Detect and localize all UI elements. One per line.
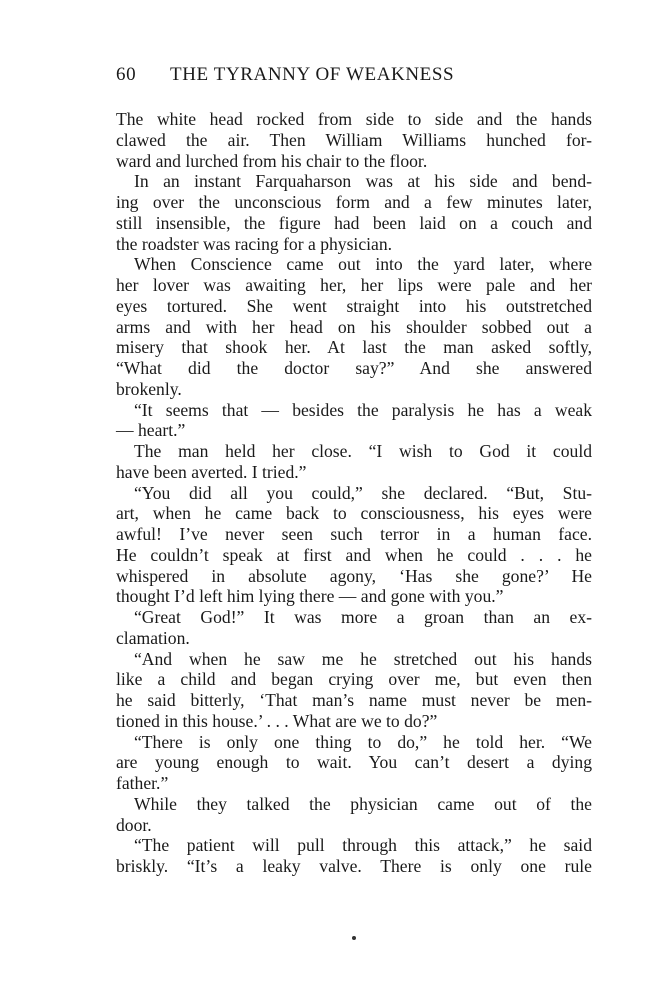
running-head bbox=[116, 62, 592, 88]
text-line: The man held her close. “I wish to God it could bbox=[134, 441, 592, 461]
text-line: clawed the air. Then William Williams hunched for- bbox=[116, 129, 592, 150]
text-line: art, when he came back to consciousness, his eyes were bbox=[116, 503, 592, 524]
text-line: her lover was awaiting her, her lips were pale and her bbox=[116, 275, 592, 295]
text-line: “There is only one thing to do,” he told her. “We bbox=[134, 731, 592, 752]
text-line: “What did the doctor say?” And she answered bbox=[116, 358, 592, 378]
text-line: When Conscience came out into the yard later, where bbox=[134, 254, 592, 275]
printer-mark bbox=[352, 936, 356, 940]
text-line: “The patient will pull through this attack,” he said bbox=[134, 835, 592, 856]
text-line: ing over the unconscious form and a few minutes later, bbox=[116, 192, 592, 212]
text-line: whispered in absolute agony, ‘Has she gone?’ He bbox=[116, 565, 592, 586]
text-line: still insensible, the figure had been laid on a couch and bbox=[116, 212, 592, 233]
text-line: In an instant Farquaharson was at his side and bend- bbox=[134, 171, 592, 192]
text-line: are young enough to wait. You can’t desert a dying bbox=[116, 752, 592, 773]
text-line: ward and lurched from his chair to the floor. bbox=[116, 150, 428, 171]
text-line: tioned in this house.’ . . . What are we to do?” bbox=[116, 710, 438, 731]
text-line: have been averted. I tried.” bbox=[116, 461, 307, 482]
text-line: “It seems that — besides the paralysis he has a weak bbox=[134, 399, 592, 420]
text-line: door. bbox=[116, 814, 152, 835]
text-line: thought I’d left him lying there — and gone with you.” bbox=[116, 586, 504, 607]
text-line: “Great God!” It was more a groan than an ex- bbox=[134, 607, 592, 627]
text-line: father.” bbox=[116, 773, 169, 793]
text-line: the roadster was racing for a physician. bbox=[116, 233, 393, 254]
text-line: “You did all you could,” she declared. “But, Stu- bbox=[134, 482, 592, 503]
text-line: eyes tortured. She went straight into his outstretched bbox=[116, 295, 592, 316]
book-title: THE TYRANNY OF WEAKNESS bbox=[170, 64, 455, 85]
text-line: clamation. bbox=[116, 627, 190, 648]
body-text bbox=[116, 109, 592, 877]
text-line: misery that shook her. At last the man asked softly, bbox=[116, 337, 592, 358]
text-line: he said bitterly, ‘That man’s name must never be men- bbox=[116, 690, 592, 710]
text-line: arms and with her head on his shoulder sobbed out a bbox=[116, 316, 592, 337]
text-line: He couldn’t speak at first and when he could . . . he bbox=[116, 544, 592, 565]
text-line: While they talked the physician came out of the bbox=[134, 793, 592, 814]
text-line: — heart.” bbox=[116, 420, 186, 441]
text-line: “And when he saw me he stretched out his hands bbox=[134, 648, 592, 669]
text-line: The white head rocked from side to side and the hands bbox=[116, 109, 592, 129]
text-line: briskly. “It’s a leaky valve. There is only one rule bbox=[116, 856, 592, 876]
text-line: brokenly. bbox=[116, 378, 182, 399]
text-line: like a child and began crying over me, but even then bbox=[116, 669, 592, 690]
book-page bbox=[116, 62, 592, 877]
page-number: 60 bbox=[116, 64, 137, 85]
text-line: awful! I’ve never seen such terror in a human face. bbox=[116, 524, 592, 544]
